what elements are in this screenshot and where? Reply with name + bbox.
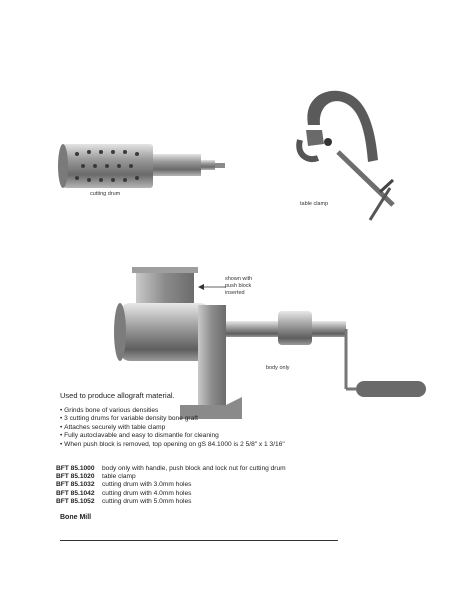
pointer-arrow [198, 283, 226, 291]
table-row [56, 498, 286, 506]
push-block-caption [225, 276, 252, 297]
bone-mill-image [110, 265, 430, 425]
part-code: BFT 85.1000 [56, 465, 95, 472]
feature-item: • Attaches securely with table clamp [60, 424, 285, 432]
feature-item: • Grinds bone of various densities [60, 407, 285, 415]
part-description: table clamp [102, 473, 136, 481]
caption-line: shown with [225, 276, 253, 282]
part-code: BFT 85.1020 [56, 473, 95, 481]
part-description: cutting drum with 4.0mm holes [102, 489, 192, 497]
part-code: BFT 85.1032 [56, 481, 95, 489]
product-title: Bone Mill [60, 514, 92, 521]
divider [60, 540, 338, 541]
part-code: BFT 85.1042 [56, 489, 95, 497]
table-clamp-caption: table clamp [300, 201, 329, 207]
part-description: cutting drum with 3.0mm holes [102, 481, 192, 489]
table-row [56, 473, 286, 481]
part-description: cutting drum with 5.0mm holes [102, 497, 192, 505]
feature-item: • Fully autoclavable and easy to dismantle for cleaning [60, 432, 285, 440]
part-code: BFT 85.1052 [56, 497, 95, 505]
intro-text: Used to produce allograft material. [60, 391, 175, 400]
table-row [56, 490, 286, 498]
table-row [56, 465, 286, 473]
body-only-caption: body only [266, 365, 290, 371]
table-row [56, 481, 286, 489]
cutting-drum-caption: cutting drum [90, 191, 121, 197]
part-description: body only with handle, push block and lock nut for cutting drum [102, 465, 286, 472]
feature-list [60, 407, 285, 449]
feature-item: • 3 cutting drums for variable density bone graft [60, 415, 285, 423]
caption-line: push block [225, 283, 252, 289]
feature-item: • When push block is removed, top opening on gS 84.1000 is 2 5/8" x 1 3/16" [60, 441, 285, 449]
parts-table [56, 465, 286, 506]
cutting-drum-image [55, 140, 230, 195]
caption-line: inserted [225, 290, 245, 296]
